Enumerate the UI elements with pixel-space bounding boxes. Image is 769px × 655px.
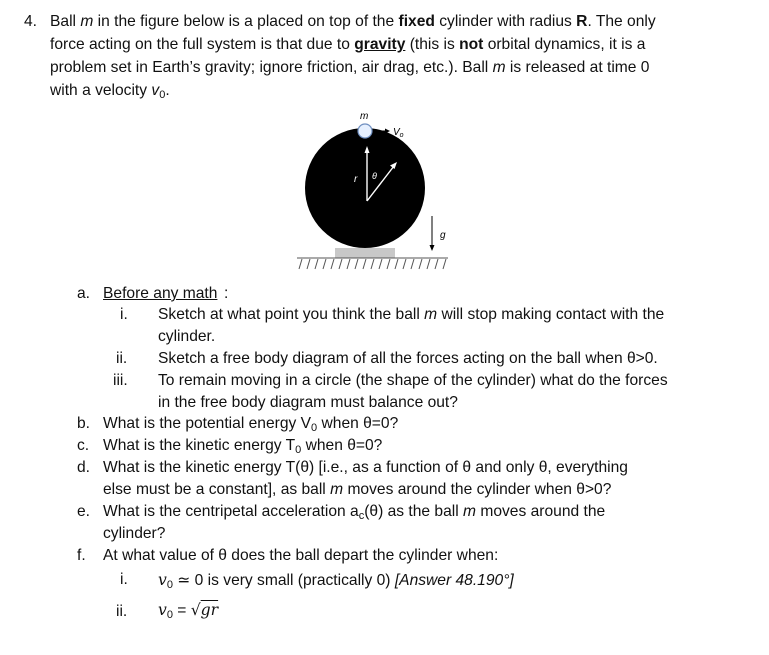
velocity-sub: o — [399, 132, 404, 139]
part-f-i-num: i. — [120, 571, 128, 588]
ball-symbol: m — [330, 481, 344, 498]
bold-not: not — [459, 36, 484, 53]
velocity-symbol: v — [158, 601, 167, 619]
text-span: Ball — [50, 13, 81, 30]
ball-symbol: m — [492, 59, 506, 76]
cylinder — [305, 128, 425, 248]
text-span: orbital dynamics, it is a — [483, 36, 646, 53]
part-b-text — [103, 414, 398, 438]
part-a-iii-num: iii. — [113, 372, 128, 389]
subscript: 0 — [166, 609, 173, 621]
text-span: when θ=0? — [317, 415, 399, 432]
velocity-symbol: v — [158, 571, 167, 589]
ground-shading — [335, 248, 395, 258]
equals-sign: = — [172, 602, 191, 619]
part-e-letter: e. — [77, 503, 91, 520]
part-a-colon: : — [224, 285, 229, 302]
part-d-line2 — [103, 480, 611, 500]
text-span: moves around the — [476, 503, 606, 520]
problem-line-2 — [50, 35, 645, 55]
text-span: force acting on the full system is that due to — [50, 36, 355, 53]
sqrt-symbol: √ — [190, 601, 201, 619]
part-a-iii-line2: in the free body diagram must balance out? — [158, 394, 458, 411]
problem-number: 4. — [24, 13, 38, 30]
part-e-line1 — [103, 502, 605, 526]
part-a-letter: a. — [77, 285, 91, 302]
part-f-letter: f. — [77, 547, 86, 564]
part-f-ii-num: ii. — [116, 603, 128, 620]
ball — [358, 124, 372, 138]
part-a-i-line1 — [158, 305, 664, 325]
part-a-ii-text: Sketch a free body diagram of all the forces acting on the ball when θ>0. — [158, 350, 658, 367]
ball-symbol: m — [463, 503, 477, 520]
ball-symbol: m — [80, 13, 94, 30]
problem-line-1 — [50, 12, 656, 32]
part-a-i-num: i. — [120, 306, 128, 323]
radicand: gr — [200, 601, 219, 619]
text-span: in the figure below is a placed on top of the — [93, 13, 399, 30]
radius-label: r — [354, 174, 358, 185]
text-span: What is the kinetic energy T — [103, 437, 296, 454]
text-span: What is the centripetal acceleration a — [103, 503, 359, 520]
gravity-label: g — [440, 230, 446, 241]
text-span: moves around the cylinder when θ>0? — [343, 481, 612, 498]
part-a-iii-line1: To remain moving in a circle (the shape of the cylinder) what do the forces — [158, 372, 668, 389]
part-e-line2: cylinder? — [103, 525, 166, 542]
gravity-arrowhead — [430, 245, 435, 251]
part-c-text — [103, 436, 382, 460]
velocity-symbol: v — [151, 82, 160, 99]
velocity-letter: V — [393, 127, 400, 138]
text-span: (this is — [405, 36, 460, 53]
angle-label: θ — [372, 171, 377, 181]
text-span: Sketch at what point you think the ball — [158, 306, 425, 323]
text-span: is released at time 0 — [505, 59, 650, 76]
subscript: 0 — [295, 444, 302, 456]
text-span: (θ) as the ball — [364, 503, 464, 520]
velocity-label — [393, 127, 404, 139]
text-span: cylinder with radius — [434, 13, 577, 30]
part-d-letter: d. — [77, 459, 91, 476]
subscript: 0 — [159, 89, 166, 101]
text-span: ≃ 0 is very small (practically 0) — [172, 572, 395, 589]
bold-fixed: fixed — [398, 13, 435, 30]
problem-line-4 — [50, 81, 170, 105]
subscript: c — [358, 510, 365, 522]
part-c-letter: c. — [77, 437, 90, 454]
ball-label: m — [360, 111, 369, 122]
part-d-line1: What is the kinetic energy T(θ) [i.e., as a function of θ and only θ, everything — [103, 459, 628, 476]
part-a-i-line2: cylinder. — [158, 328, 216, 345]
text-span: . The only — [587, 13, 656, 30]
text-span: when θ=0? — [301, 437, 383, 454]
part-f-i-text — [158, 570, 514, 595]
text-span: What is the potential energy V — [103, 415, 312, 432]
part-b-letter: b. — [77, 415, 91, 432]
part-a-ii-num: ii. — [116, 350, 128, 367]
text-span: . — [165, 82, 170, 99]
part-a-heading: Before any math — [103, 285, 218, 302]
cylinder-figure — [280, 108, 470, 278]
bold-gravity: gravity — [354, 36, 406, 53]
ground-hatch — [299, 259, 446, 269]
subscript: 0 — [311, 422, 318, 434]
ball-symbol: m — [424, 306, 438, 323]
text-span: will stop making contact with the — [437, 306, 665, 323]
subscript: 0 — [166, 579, 173, 591]
text-span: problem set in Earth’s gravity; ignore friction, air drag, etc.). Ball — [50, 59, 493, 76]
bold-radius: R — [576, 13, 588, 30]
text-span: with a velocity — [50, 82, 152, 99]
answer-hint: [Answer 48.190°] — [394, 572, 514, 589]
problem-line-3 — [50, 58, 649, 78]
text-span: else must be a constant], as ball — [103, 481, 331, 498]
part-f-ii-equation — [158, 600, 218, 625]
part-f-text: At what value of θ does the ball depart the cylinder when: — [103, 547, 499, 564]
